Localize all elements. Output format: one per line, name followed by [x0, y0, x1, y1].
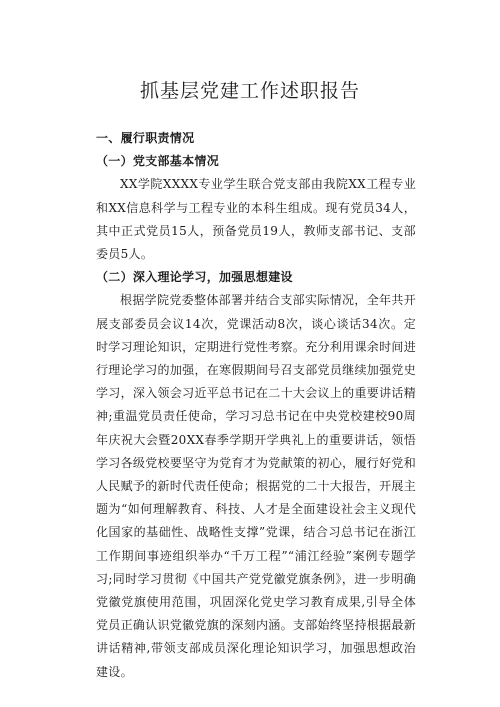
subsection-heading: （二）深入理论学习，加强思想建设: [96, 270, 293, 285]
document-body: [96, 127, 416, 684]
section-heading: 一、履行职责情况: [96, 131, 195, 145]
paragraph: 根据学院党委整体部署并结合支部实际情况，全年共开展支部委员会议14次，党课活动8次，谈心谈话34次。定时学习理论知识，定期进行党性考察。充分利用课余时间进行理论学习的加强，在寒假期间号召支部党员继续加强党史学习，深入领会习近平总书记在二十大会议上的重要讲话精神;重温党员责任使命，学习习总书记在中央党校建校90周年庆祝大会暨20XX春季学期开学典礼上的重要讲话，领悟学习各级党校要坚守为党育才为党献策的初心，履行好党和人民赋予的新时代责任使命；根据党的二十大报告，开展主题为“如何理解教育、科技、人才是全面建设社会主义现代化国家的基础性、战略性支撑”党课，结合习总书记在浙江工作期间事迹组织举办“千万工程”“浦江经验”案例专题学习;同时学习贯彻《中国共产党党徽党旗条例》，进一步明确党徽党旗使用范围，巩固深化党史学习教育成果,引导全体党员正确认识党徽党旗的深刻内涵。支部始终坚持根据最新讲话精神,带领支部成员深化理论知识学习，加强思想政治建设。: [96, 293, 416, 679]
paragraph: XX学院XXXX专业学生联合党支部由我院XX工程专业和XX信息科学与工程专业的本科生组成。现有党员34人，其中正式党员15人，预备党员19人，教师支部书记、支部委员5人。: [96, 177, 416, 262]
document-title: 抓基层党建工作述职报告: [139, 80, 360, 102]
subsection-heading: （一）党支部基本情况: [96, 154, 220, 169]
